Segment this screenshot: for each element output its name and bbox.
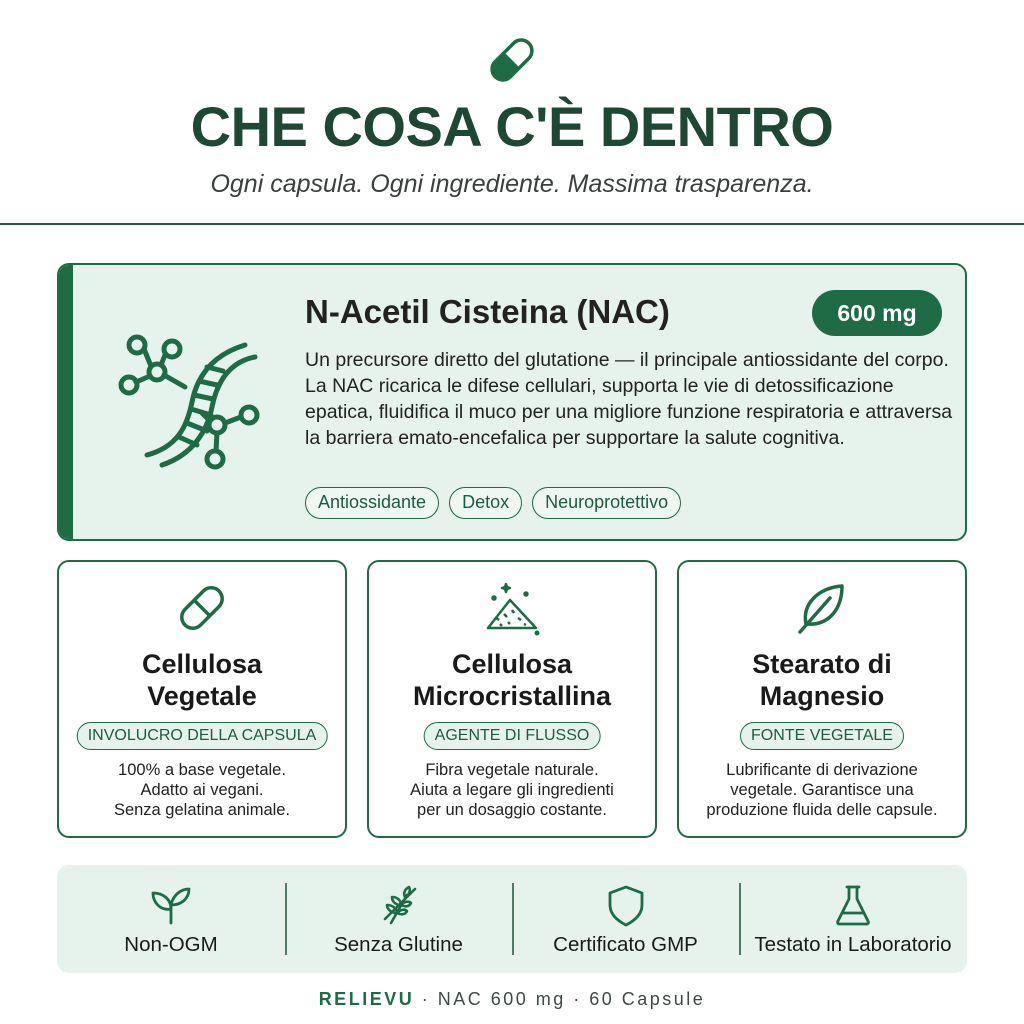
shield-icon (604, 883, 648, 927)
main-ingredient-name: N-Acetil Cisteina (NAC) (305, 293, 670, 330)
feature-label: Senza Glutine (334, 933, 463, 956)
ingredient-name: Stearato di Magnesio (752, 649, 892, 711)
tag-neuroprotective: Neuroprotettivo (532, 487, 681, 519)
page-title: CHE COSA C'È DENTRO (190, 95, 834, 158)
feature-label: Testato in Laboratorio (754, 933, 952, 956)
ingredient-card-magnesium-stearate (677, 560, 967, 838)
main-ingredient-card (57, 263, 967, 541)
ingredient-description: 100% a base vegetale. Adatto ai vegani. Senza gelatina animale. (113, 761, 291, 819)
feature-gmp-certified (512, 865, 739, 973)
capsule-icon (172, 578, 232, 638)
feature-label: Certificato GMP (553, 933, 698, 956)
leaf-icon (792, 578, 852, 638)
product-summary: · NAC 600 mg · 60 Capsule (414, 989, 706, 1009)
card-accent-bar (59, 265, 73, 539)
footer (0, 989, 1024, 1010)
dna-molecule-icon (117, 327, 267, 477)
ingredient-name: Cellulosa Microcristallina (412, 649, 612, 711)
ingredient-card-microcrystalline (367, 560, 657, 838)
flask-icon (831, 883, 875, 927)
ingredient-name: Cellulosa Vegetale (141, 649, 263, 711)
header-divider (0, 223, 1024, 225)
brand-name: RELIEVU (318, 989, 415, 1009)
feature-gluten-free (285, 865, 512, 973)
ingredient-role-badge: INVOLUCRO DELLA CAPSULA (77, 722, 328, 750)
capsule-icon (484, 32, 540, 88)
dose-badge: 600 mg (812, 290, 942, 336)
ingredient-role-badge: AGENTE DI FLUSSO (424, 722, 601, 750)
main-ingredient-description: Un precursore diretto del glutatione — il principale antiossidante del corpo. La NAC ricarica le difese cellulari, supporta le vie di detossificazione epatica, fluidifica il muco per una migliore funzione respiratoria e attraversa la barriera emato-encefalica per supportare la salute cognitiva. (305, 349, 953, 449)
page-subtitle: Ogni capsula. Ogni ingrediente. Massima trasparenza. (210, 170, 814, 198)
tag-detox: Detox (449, 487, 522, 519)
features-strip (57, 865, 967, 973)
ingredient-description: Fibra vegetale naturale. Aiuta a legare gli ingredienti per un dosaggio costante. (410, 761, 614, 819)
benefit-tags (305, 487, 681, 519)
feature-label: Non-OGM (124, 933, 218, 956)
sprout-icon (149, 883, 193, 927)
feature-lab-tested (739, 865, 967, 973)
ingredient-role-badge: FONTE VEGETALE (740, 722, 904, 750)
powder-pile-icon (482, 578, 542, 638)
ingredient-card-cellulose (57, 560, 347, 838)
header (0, 0, 1024, 224)
ingredient-description: Lubrificante di derivazione vegetale. Garantisce una produzione fluida delle capsule. (706, 761, 938, 819)
wheat-crossed-icon (377, 883, 421, 927)
tag-antioxidant: Antiossidante (305, 487, 439, 519)
feature-non-gmo (57, 865, 285, 973)
